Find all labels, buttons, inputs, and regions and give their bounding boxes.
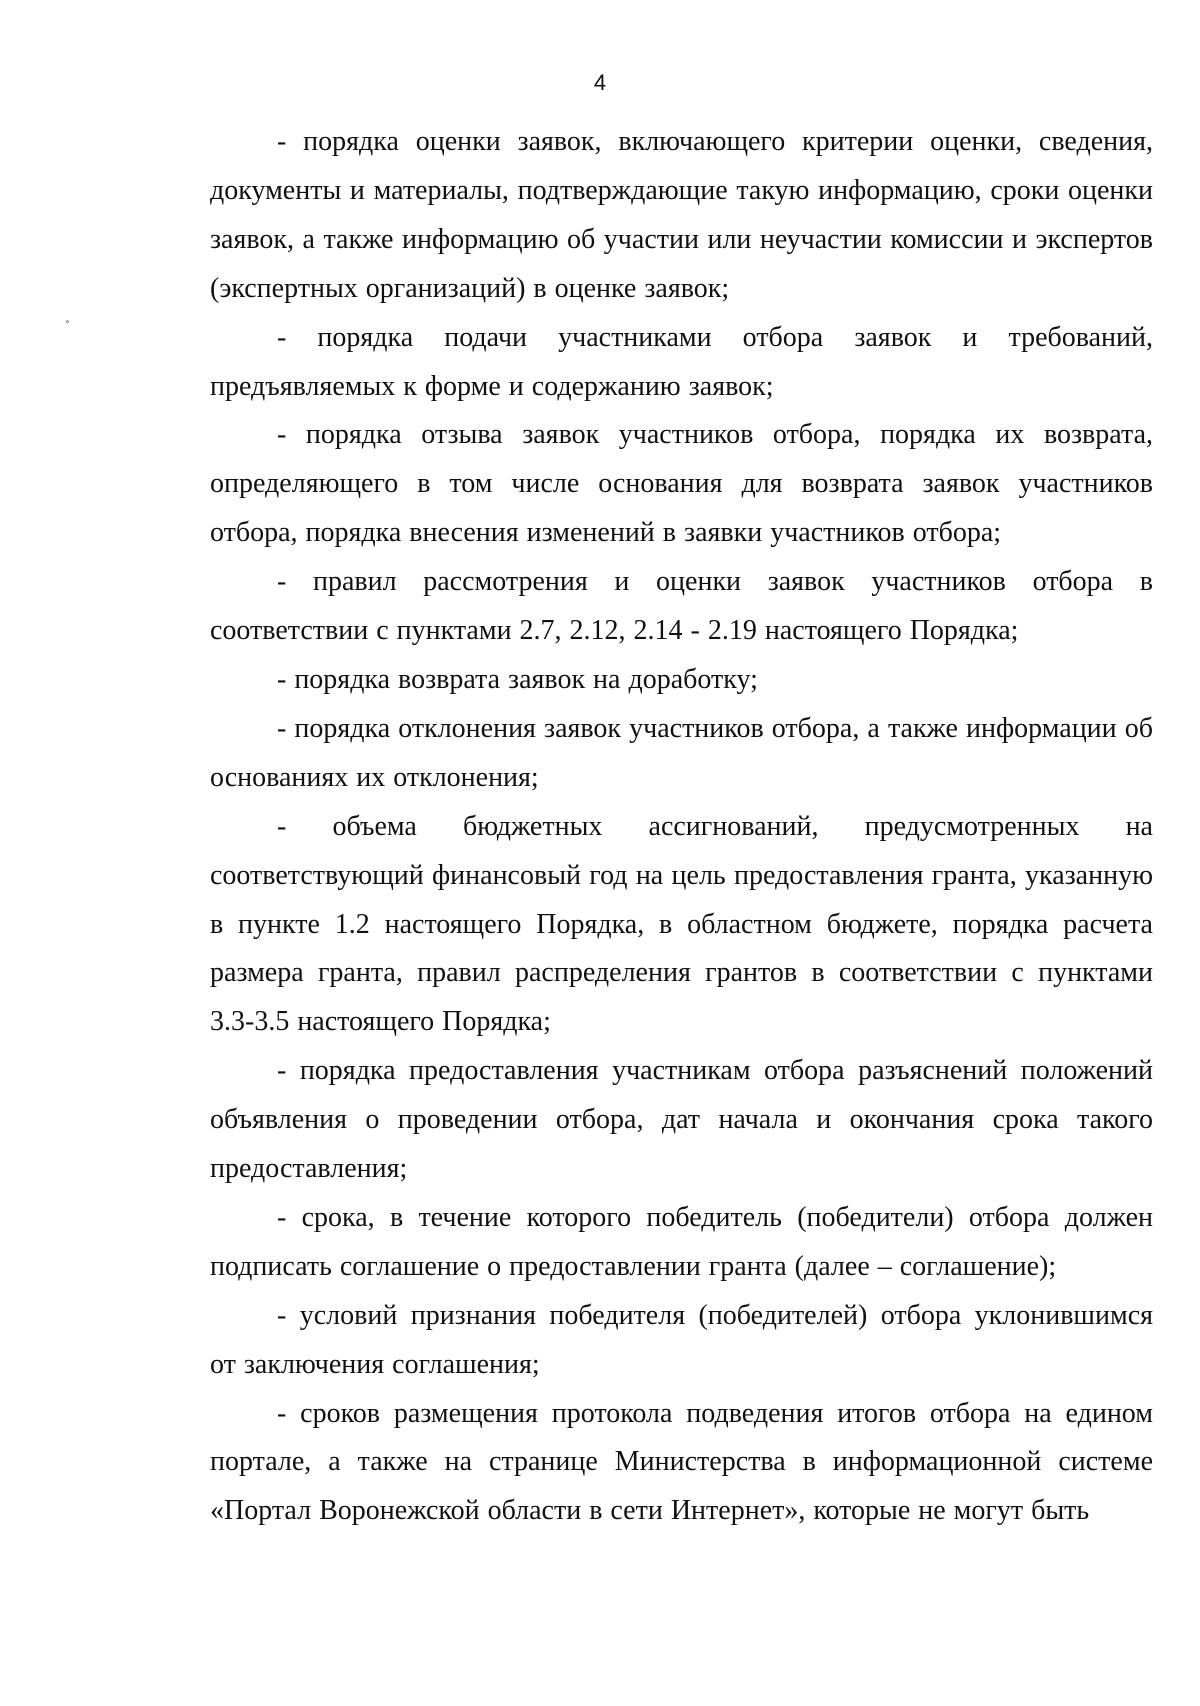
paragraph-submission-procedure: - порядка подачи участниками отбора заявок и требований, предъявляемых к форме и содержанию заявок;	[210, 321, 1153, 402]
paragraph-budget-allocations: - объема бюджетных ассигнований, предусмотренных на соответствующий финансовый год на цель предоставления гранта, указанную в пункте 1.2 настоящего Порядка, в областном бюджете, порядка расчета размера гранта, правил распределения грантов в соответствии с пунктами 3.3-3.5 настоящего Порядка;	[210, 810, 1153, 1038]
paragraph-protocol-publication: - сроков размещения протокола подведения итогов отбора на едином портале, а также на странице Министерства в информационной системе «Портал Воронежской области в сети Интернет», которые не могут быть	[210, 1397, 1153, 1527]
paragraph-return-for-revision: - порядка возврата заявок на доработку;	[277, 663, 758, 695]
paragraph-review-rules: - правил рассмотрения и оценки заявок участников отбора в соответствии с пунктами 2.7, 2.12, 2.14 - 2.19 настоящего Порядка;	[210, 566, 1153, 647]
paragraph-clarifications: - порядка предоставления участникам отбора разъяснений положений объявления о проведении отбора, дат начала и окончания срока такого предоставления;	[210, 1055, 1153, 1185]
paragraph-withdrawal-procedure: - порядка отзыва заявок участников отбора, порядка их возврата, определяющего в том числе основания для возврата заявок участников отбора, порядка внесения изменений в заявки участников отбора;	[210, 419, 1153, 549]
paragraph-agreement-deadline: - срока, в течение которого победитель (победители) отбора должен подписать соглашение о предоставлении гранта (далее – соглашение);	[210, 1201, 1153, 1282]
paragraph-evasion-conditions: - условий признания победителя (победителей) отбора уклонившимся от заключения соглашения;	[210, 1299, 1153, 1380]
paragraph-evaluation-procedure: - порядка оценки заявок, включающего критерии оценки, сведения, документы и материалы, подтверждающие такую информацию, сроки оценки заявок, а также информацию об участии или неучастии комиссии и экспертов (экспертных организаций) в оценке заявок;	[210, 126, 1153, 304]
scan-mark: ﾞ	[65, 321, 72, 336]
paragraph-rejection-procedure: - порядка отклонения заявок участников отбора, а также информации об основаниях их отклонения;	[210, 712, 1153, 793]
document-body	[210, 118, 1153, 1536]
page-number: 4	[593, 70, 607, 95]
